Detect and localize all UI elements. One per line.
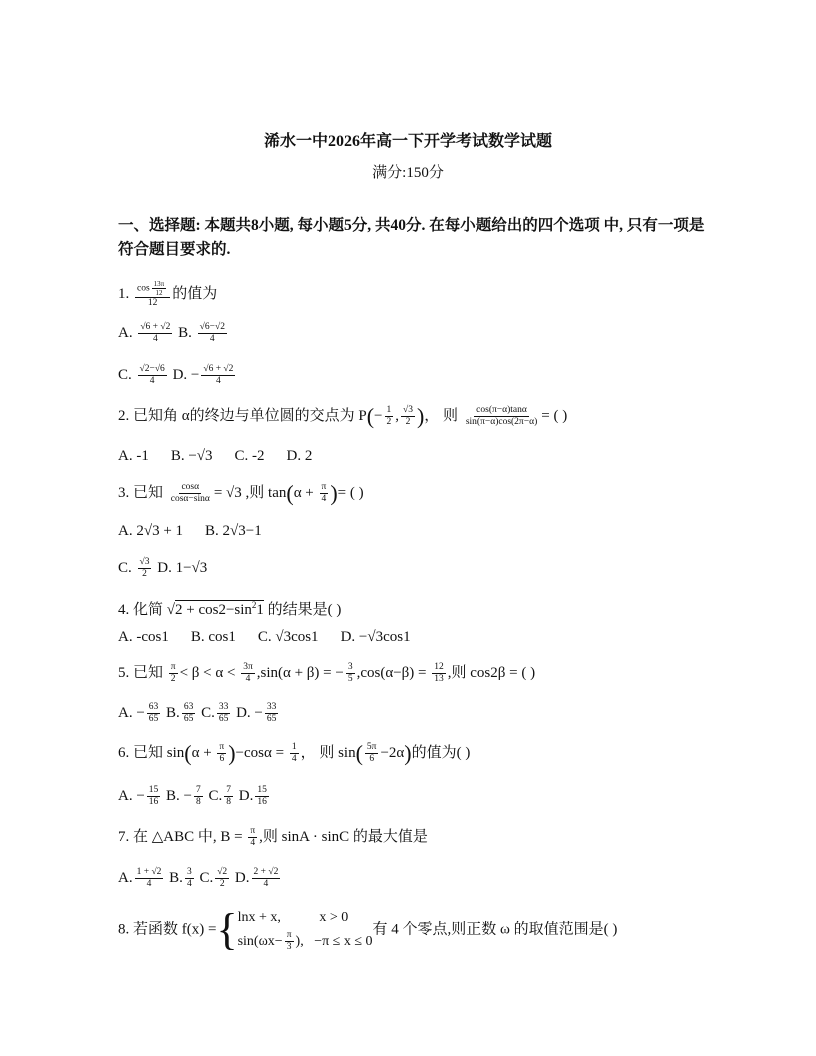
question-text: 5. 已知 <box>118 664 164 681</box>
question-text: 的结果是( ) <box>267 602 342 618</box>
option-b-value: $\frac{7}{8}$ <box>196 785 201 807</box>
option-a: A. 2√3 + 1 <box>118 523 184 539</box>
option-label: C. <box>201 704 215 721</box>
question-5-options <box>118 702 280 725</box>
expression: −cosα = <box>235 744 285 761</box>
question-number: 1. <box>118 285 130 302</box>
option-d: D. −√3cos1 <box>340 629 411 645</box>
option-label: A. − <box>118 704 145 721</box>
question-text: ,则 cos2β = ( ) <box>447 664 536 681</box>
fraction: $\frac{√3}{2}$ <box>403 405 413 427</box>
question-text: 的值为 <box>172 285 218 302</box>
option-label: A. − <box>118 787 145 804</box>
question-text: ,则 sinA · sinC 的最大值是 <box>259 828 428 845</box>
option-label: B. <box>166 704 180 721</box>
option-label: C. <box>118 559 132 576</box>
paren: ( <box>286 480 294 506</box>
question-text: ， 则 sin <box>300 744 356 761</box>
paren: ) <box>330 480 338 506</box>
fraction: $\frac{3\pi}{4}$ <box>243 662 253 684</box>
page-title: 浠水一中2026年高一下开学考试数学试题 <box>263 133 552 150</box>
question-text: 8. 若函数 f(x) = <box>118 921 217 938</box>
paren: ( <box>184 740 192 766</box>
radicand: $2 + \cos 2-\sin^21$ <box>175 600 264 618</box>
question-text: = ( ) <box>337 484 364 501</box>
fraction: cos $\frac{13\pi}{12}$ 12 <box>135 280 170 309</box>
paren: ) <box>228 740 236 766</box>
option-d-value: $\frac{2 + √2}{4}$ <box>253 867 279 889</box>
question-3-options-row-1 <box>118 521 284 541</box>
option-d: D. 1−√3 <box>157 559 208 576</box>
question-text: 的值为( ) <box>411 744 471 761</box>
option-label: C. <box>208 787 223 804</box>
question-text: ， 则 <box>424 407 459 424</box>
minus-sign: − <box>374 407 383 424</box>
question-3 <box>118 482 364 505</box>
question-text: 有 4 个零点,则正数 ω 的取值范围是( ) <box>372 921 618 938</box>
fraction: $\frac{\cos(\pi-\alpha)\tan\alpha}{\sin(\pi-\alpha)\cos(2\pi-\alpha)}$ <box>465 405 538 427</box>
question-1-options-row-2 <box>118 364 237 387</box>
option-c: C. -2 <box>234 448 265 464</box>
question-text: 2. 已知角 α的终边与单位圆的交点为 P <box>118 407 367 424</box>
fraction: $\frac{5\pi}{6}$ <box>366 742 377 764</box>
option-d: D. 2 <box>286 448 313 464</box>
fraction: $\frac{1}{4}$ <box>291 742 297 764</box>
question-4 <box>118 595 341 620</box>
fraction: $\frac{1}{2}$ <box>386 405 392 427</box>
option-b: B. −√3 <box>170 448 213 464</box>
option-label: D. <box>238 787 254 804</box>
comma: , <box>395 407 399 424</box>
expression: α + <box>191 744 216 761</box>
question-text: 6. 已知 sin <box>118 744 185 761</box>
option-a-value: $\frac{63}{65}$ <box>148 702 159 724</box>
option-c-value: $\frac{7}{8}$ <box>226 785 232 807</box>
fraction: $\frac{12}{13}$ <box>434 662 444 684</box>
option-b-value: $\frac{63}{65}$ <box>183 702 194 724</box>
paren: ) <box>416 403 425 429</box>
fraction: $\frac{\pi}{6}$ <box>219 742 225 764</box>
piecewise-brace: { <box>216 905 238 954</box>
option-label: A. <box>118 869 133 886</box>
option-a: A. -1 <box>118 448 149 464</box>
paren: ( <box>366 403 375 429</box>
option-label: B. <box>169 869 183 886</box>
option-label: D. − <box>172 366 200 383</box>
paren: ) <box>404 740 412 766</box>
question-2-options <box>118 446 334 466</box>
expression: α + <box>293 484 318 501</box>
option-d-value: $\frac{33}{65}$ <box>266 702 277 724</box>
fraction: $\frac{\pi}{4}$ <box>321 482 327 504</box>
question-text: = √3 ,则 tan <box>213 484 287 501</box>
option-label: D. <box>234 869 250 886</box>
piecewise-cases: lnx + x, x > 0 sin(ωx− $\frac{\pi}{3}$ ), −π ≤ x ≤ 0 <box>237 910 373 953</box>
radical-sign: √ <box>166 602 175 618</box>
question-1-options-row-1 <box>118 322 229 345</box>
option-a-value: $\frac{1 + √2}{4}$ <box>136 867 162 889</box>
question-1 <box>118 280 217 309</box>
option-label: A. <box>118 324 133 341</box>
option-b-value: $\frac{3}{4}$ <box>186 867 192 889</box>
option-c-value: $\frac{√2-√6}{4}$ <box>139 364 165 386</box>
option-b: B. 2√3−1 <box>205 523 262 539</box>
option-label: B. − <box>166 787 193 804</box>
question-4-options <box>118 627 433 647</box>
option-a: A. -cos1 <box>118 629 169 645</box>
paren: ( <box>355 740 363 766</box>
question-7-options <box>118 867 282 890</box>
expression: < β < α < <box>179 664 236 681</box>
question-6 <box>118 742 470 765</box>
question-8 <box>118 906 617 954</box>
question-6-options <box>118 785 271 808</box>
expression: ,sin(α + β) = − <box>256 664 344 681</box>
option-c-value: $\frac{√3}{2}$ <box>139 557 150 579</box>
fraction: $\frac{\pi}{4}$ <box>250 826 256 848</box>
option-b: B. cos1 <box>190 629 236 645</box>
question-5 <box>118 662 535 685</box>
full-score: 满分:150分 <box>372 165 444 181</box>
question-2 <box>118 405 567 428</box>
question-text: 7. 在 △ABC 中, B = <box>118 828 243 845</box>
option-a-value: $\frac{15}{16}$ <box>148 785 159 807</box>
option-c: C. √3cos1 <box>257 629 319 645</box>
option-label: B. <box>178 324 192 341</box>
option-c-value: $\frac{√2}{2}$ <box>217 867 228 889</box>
question-text: 4. 化简 <box>118 602 164 618</box>
fraction: $\frac{\cos\alpha}{\cos\alpha-\sin\alpha}$ <box>170 482 210 504</box>
expression: ,cos(α−β) = <box>356 664 427 681</box>
option-c-value: $\frac{33}{65}$ <box>218 702 229 724</box>
option-label: D. − <box>236 704 263 721</box>
option-d-value: $\frac{√6 + √2}{4}$ <box>203 364 234 386</box>
option-b-value: $\frac{√6-√2}{4}$ <box>199 322 225 344</box>
option-label: C. <box>199 869 214 886</box>
option-d-value: $\frac{15}{16}$ <box>257 785 267 807</box>
question-7 <box>118 826 428 849</box>
fraction: $\frac{\pi}{2}$ <box>170 662 176 684</box>
question-text: 3. 已知 <box>118 484 164 501</box>
section-heading: 一、选择题: 本题共8小题, 每小题5分, 共40分. 在每小题给出的四个选项 中, 只有一项是符合题目要求的. <box>118 217 705 258</box>
expression: −2α <box>380 744 405 761</box>
option-label: C. <box>118 366 132 383</box>
question-text: = ( ) <box>541 407 568 424</box>
fraction: $\frac{3}{5}$ <box>347 662 353 684</box>
option-a-value: $\frac{√6 + √2}{4}$ <box>140 322 171 344</box>
question-3-options-row-2 <box>118 557 207 580</box>
